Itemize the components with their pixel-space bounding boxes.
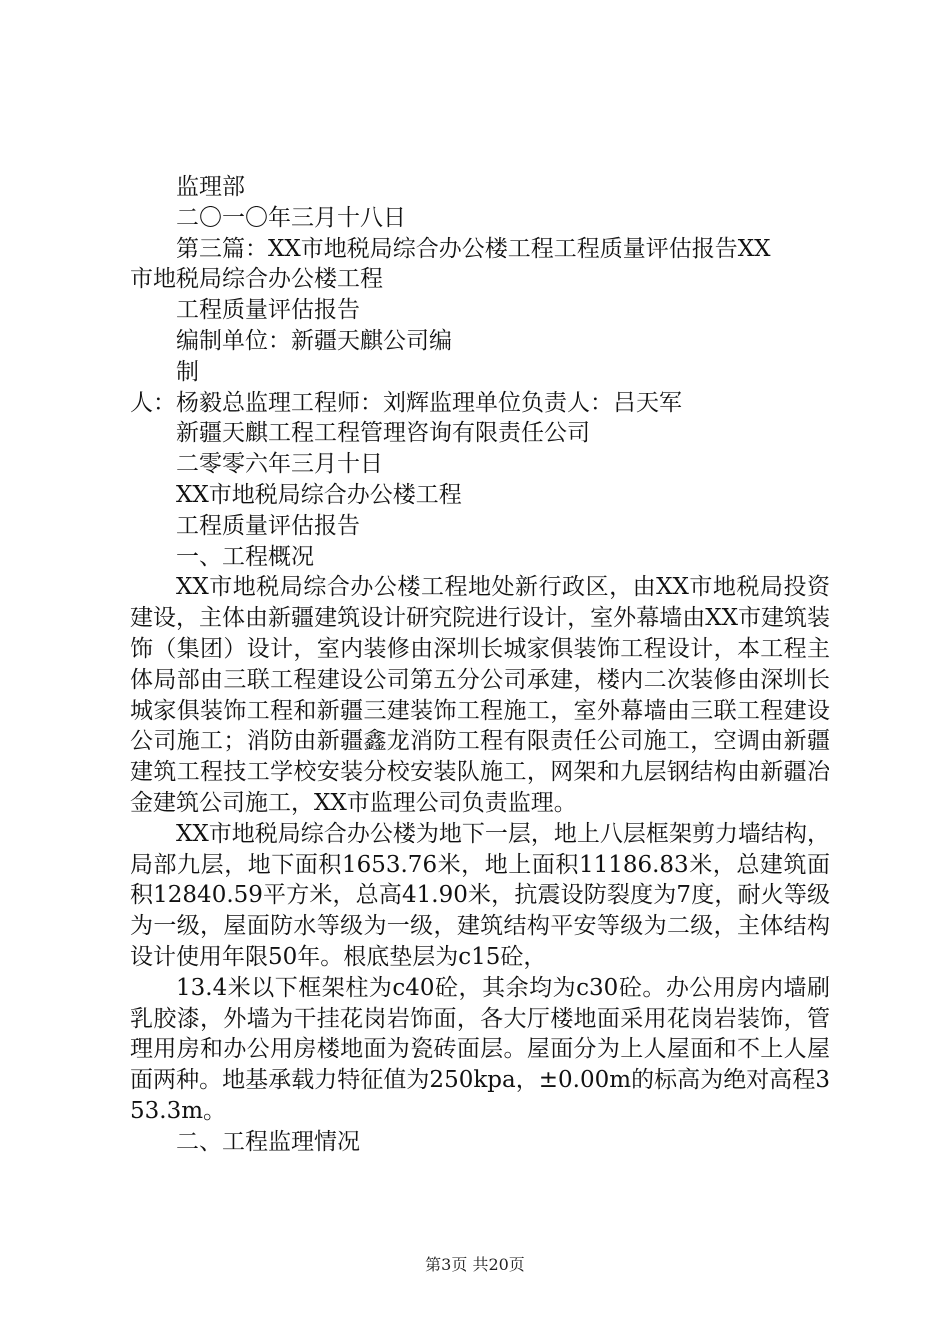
responsible-persons: 人：杨毅总监理工程师：刘辉监理单位负责人：吕天军: [130, 389, 682, 416]
report-date: 二零零六年三月十日: [176, 451, 383, 478]
chapter-title-line-1: 第三篇：XX市地税局综合办公楼工程工程质量评估报告XX: [176, 235, 771, 262]
signature-department: 监理部: [176, 174, 245, 200]
overview-paragraph-1: XX市地税局综合办公楼工程地处新行政区，由XX市地税局投资建设，主体由新疆建筑设计研究院进行设计，室外幕墙由XX市建筑装饰（集团）设计，室内装修由深圳长城家俱装饰工程设计，本工程主体局部由三联工程建设公司第五分公司承建，楼内二次装修由深圳长城家俱装饰工程和新疆三建装饰工程施工，室外幕墙由三联工程建设公司施工；消防由新疆鑫龙消防工程有限责任公司施工，空调由新疆建筑工程技工学校安装分校安装队施工，网架和九层钢结构由新疆冶金建筑公司施工，XX市监理公司负责监理。: [130, 574, 830, 816]
report-title: 工程质量评估报告: [176, 297, 360, 324]
section-heading-overview: 一、工程概况: [176, 543, 314, 570]
signature-date: 二〇一〇年三月十八日: [176, 204, 406, 231]
page-number: 第3页 共20页: [425, 1255, 525, 1274]
document-body: [130, 172, 830, 1158]
compiling-unit: 编制单位：新疆天麒公司编: [176, 327, 452, 354]
overview-paragraph-2: XX市地税局综合办公楼为地下一层，地上八层框架剪力墙结构，局部九层，地下面积1653.76米，地上面积11186.83米，总建筑面积12840.59平方米，总高41.90米，抗震设防裂度为7度，耐火等级为一级，屋面防水等级为一级，建筑结构平安等级为二级，主体结构设计使用年限50年。根底垫层为c15砼，: [130, 820, 830, 970]
section-heading-supervision: 二、工程监理情况: [176, 1128, 360, 1155]
chapter-title-line-2: 市地税局综合办公楼工程: [130, 266, 383, 293]
compiling-unit-continued: 制: [176, 358, 199, 385]
overview-paragraph-3: 13.4米以下框架柱为c40砼，其余均为c30砼。办公用房内墙刷乳胶漆，外墙为干挂花岗岩饰面，各大厅楼地面采用花岗岩装饰，管理用房和办公用房楼地面为瓷砖面层。屋面分为上人屋面和不上人屋面两种。地基承载力特征值为250kpa，±0.00m的标高为绝对高程353.3m。: [130, 974, 830, 1124]
project-name: XX市地税局综合办公楼工程: [176, 481, 462, 508]
report-subtitle: 工程质量评估报告: [176, 512, 360, 539]
company-name: 新疆天麒工程工程管理咨询有限责任公司: [176, 420, 590, 447]
